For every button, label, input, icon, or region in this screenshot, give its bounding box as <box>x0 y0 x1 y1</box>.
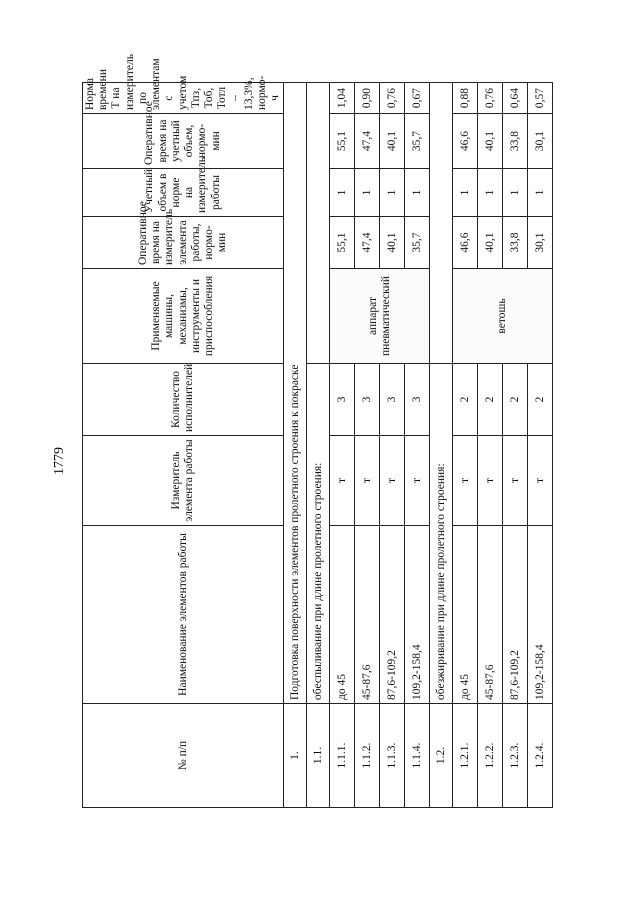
row-volume: 1 <box>380 169 405 217</box>
row-norm: 0,64 <box>503 83 528 114</box>
row-workers: 2 <box>528 364 553 436</box>
row-norm: 0,57 <box>528 83 553 114</box>
group-num: 1.2. <box>430 704 453 808</box>
row-op-time: 35,7 <box>405 217 430 269</box>
row-workers: 3 <box>355 364 380 436</box>
row-name: 109,2-158,4 <box>528 526 553 704</box>
row-num: 1.2.3. <box>503 704 528 808</box>
row-name: 45-87,6 <box>355 526 380 704</box>
section-num: 1. <box>284 704 307 808</box>
row-workers: 2 <box>478 364 503 436</box>
table-row <box>503 83 528 808</box>
row-unit: т <box>330 436 355 526</box>
row-num: 1.1.3. <box>380 704 405 808</box>
page-number-text: 1779 <box>52 447 67 475</box>
row-name: 109,2-158,4 <box>405 526 430 704</box>
header-workers: Количество исполнителей <box>83 364 284 436</box>
table-row <box>380 83 405 808</box>
table-row <box>453 83 478 808</box>
group-row <box>430 83 453 808</box>
group-tool: ветошь <box>453 269 553 364</box>
row-volume: 1 <box>478 169 503 217</box>
row-unit: т <box>453 436 478 526</box>
row-op-time: 55,1 <box>330 217 355 269</box>
header-volume: Учетный объем в норме на измеритель работы <box>83 169 284 217</box>
section-row <box>284 83 307 808</box>
row-op-vol-time: 35,7 <box>405 114 430 169</box>
row-unit: т <box>355 436 380 526</box>
row-norm: 0,90 <box>355 83 380 114</box>
row-op-vol-time: 46,6 <box>453 114 478 169</box>
section-title: Подготовка поверхности элементов пролетного строения к покраске <box>284 83 307 704</box>
header-op-vol-time: Оперативное время на учетный объем, нормо-мин <box>83 114 284 169</box>
row-op-vol-time: 40,1 <box>380 114 405 169</box>
row-workers: 2 <box>453 364 478 436</box>
row-volume: 1 <box>330 169 355 217</box>
row-norm: 1,04 <box>330 83 355 114</box>
table-row <box>330 83 355 808</box>
row-volume: 1 <box>503 169 528 217</box>
header-num: № п/п <box>83 704 284 808</box>
row-workers: 3 <box>405 364 430 436</box>
row-op-vol-time: 30,1 <box>528 114 553 169</box>
row-name: до 45 <box>330 526 355 704</box>
row-op-time: 47,4 <box>355 217 380 269</box>
row-volume: 1 <box>528 169 553 217</box>
header-op-time: Оперативное время на измеритель элемента работы, нормо-мин <box>83 217 284 269</box>
row-num: 1.1.4. <box>405 704 430 808</box>
row-op-time: 33,8 <box>503 217 528 269</box>
group-title: обеспыливание при длине пролетного строения: <box>307 364 330 704</box>
table-row <box>528 83 553 808</box>
table-row <box>478 83 503 808</box>
row-num: 1.2.4. <box>528 704 553 808</box>
row-op-time: 40,1 <box>478 217 503 269</box>
row-norm: 0,67 <box>405 83 430 114</box>
row-volume: 1 <box>405 169 430 217</box>
row-unit: т <box>380 436 405 526</box>
row-volume: 1 <box>453 169 478 217</box>
row-workers: 2 <box>503 364 528 436</box>
group-row <box>307 83 330 808</box>
page-number <box>48 441 72 481</box>
row-name: 45-87,6 <box>478 526 503 704</box>
row-op-vol-time: 55,1 <box>330 114 355 169</box>
row-name: 87,6-109,2 <box>503 526 528 704</box>
row-num: 1.2.2. <box>478 704 503 808</box>
header-norm: Норма времени Т на измеритель по элементам с учетом Тпз, Тоб, Тотл – 13,3%, нормо-ч <box>83 83 284 114</box>
group-title-empty <box>430 83 453 364</box>
row-op-vol-time: 47,4 <box>355 114 380 169</box>
row-name: 87,6-109,2 <box>380 526 405 704</box>
row-num: 1.1.2. <box>355 704 380 808</box>
row-workers: 3 <box>380 364 405 436</box>
row-norm: 0,76 <box>478 83 503 114</box>
row-norm: 0,76 <box>380 83 405 114</box>
row-unit: т <box>528 436 553 526</box>
group-title: обезжиривание при длине пролетного строения: <box>430 364 453 704</box>
row-op-time: 40,1 <box>380 217 405 269</box>
group-title-empty <box>307 83 330 364</box>
norms-table <box>82 54 553 808</box>
group-tool: аппарат пневматический <box>330 269 430 364</box>
header-unit: Измеритель элемента работы <box>83 436 284 526</box>
row-op-time: 46,6 <box>453 217 478 269</box>
row-op-vol-time: 40,1 <box>478 114 503 169</box>
row-volume: 1 <box>355 169 380 217</box>
header-name: Наименование элементов работы <box>83 526 284 704</box>
norms-table-rotated <box>82 54 546 808</box>
row-name: до 45 <box>453 526 478 704</box>
row-unit: т <box>405 436 430 526</box>
table-row <box>355 83 380 808</box>
row-num: 1.1.1. <box>330 704 355 808</box>
header-row <box>83 83 284 808</box>
table-row <box>405 83 430 808</box>
row-workers: 3 <box>330 364 355 436</box>
row-num: 1.2.1. <box>453 704 478 808</box>
group-num: 1.1. <box>307 704 330 808</box>
row-unit: т <box>478 436 503 526</box>
row-op-time: 30,1 <box>528 217 553 269</box>
row-norm: 0,88 <box>453 83 478 114</box>
row-unit: т <box>503 436 528 526</box>
header-tools: Применяемые машины, механизмы, инструменты и приспособления <box>83 269 284 364</box>
row-op-vol-time: 33,8 <box>503 114 528 169</box>
